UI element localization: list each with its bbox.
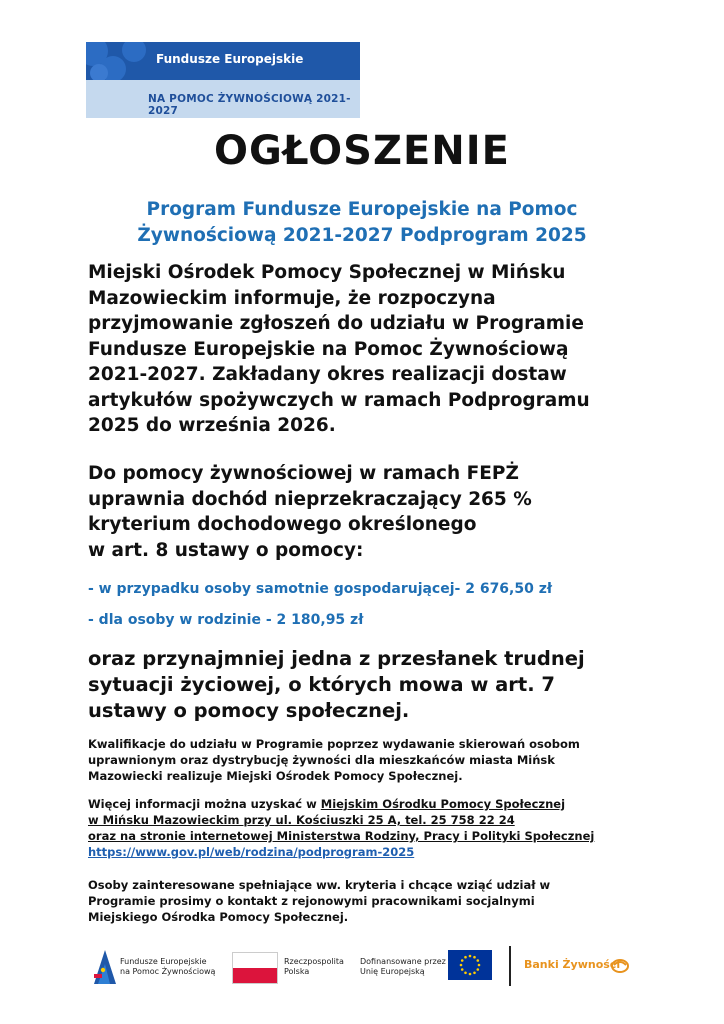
conditions-paragraph — [88, 646, 648, 724]
text-line: Programie prosimy o kontakt z rejonowymi pracownikami socjalnymi — [88, 894, 535, 908]
text-line: uprawnia dochód nieprzekraczający 265 % — [88, 488, 532, 510]
text-line: Miejskiego Ośrodka Pomocy Społecznej. — [88, 910, 349, 924]
program-title-line: Program Fundusze Europejskie na Pomoc — [146, 199, 578, 220]
rp-logo-text: Rzeczpospolita Polska — [284, 957, 344, 976]
text-line: 2021-2027. Zakładany okres realizacji dostaw — [88, 364, 567, 385]
text-line: Mazowieckim informuje, że rozpoczyna — [88, 287, 496, 309]
more-info-paragraph — [88, 796, 648, 860]
eu-logo-text: Dofinansowane przez Unię Europejską — [360, 957, 446, 976]
office-name: Miejskim Ośrodku Pomocy Społecznej — [320, 797, 566, 811]
banner-subtitle: NA POMOC ŻYWNOŚCIOWĄ 2021-2027 — [148, 93, 351, 117]
text-line: uprawnionym oraz dystrybucję żywności dla mieszkańców miasta Mińsk — [88, 753, 555, 767]
poland-flag-icon — [232, 952, 278, 984]
header-banner — [86, 42, 360, 118]
text-line: ustawy o pomocy społecznej. — [88, 699, 410, 722]
text-line: sytuacji życiowej, o których mowa w art. 7 — [88, 673, 555, 696]
eligibility-paragraph — [88, 461, 648, 563]
text-line: oraz przynajmniej jedna z przesłanek trudnej — [88, 647, 585, 670]
page-title: OGŁOSZENIE — [214, 128, 510, 174]
office-address: w Mińsku Mazowieckim przy ul. Kościuszki 25 A, tel. 25 758 22 24 — [88, 813, 515, 827]
announcement-paragraph — [88, 260, 648, 439]
banki-logo-icon — [610, 956, 630, 974]
footer-logos — [0, 938, 724, 998]
criterion-family: - dla osoby w rodzinie - 2 180,95 zł — [88, 612, 364, 628]
text-line: Fundusze Europejskie na Pomoc Żywnościową — [88, 338, 569, 360]
text-line: kryterium dochodowego określonego — [88, 514, 477, 535]
criterion-single: - w przypadku osoby samotnie gospodarującej- 2 676,50 zł — [88, 581, 553, 597]
fe-logo-text: Fundusze Europejskie na Pomoc Żywnościową — [120, 957, 216, 976]
text-line: Do pomocy żywnościowej w ramach FEPŻ — [88, 463, 519, 484]
ministry-text: oraz na stronie internetowej Ministerstwa Rodziny, Pracy i Polityki Społecznej — [88, 829, 595, 843]
footer-divider — [509, 946, 511, 986]
text-line: 2025 do września 2026. — [88, 415, 336, 436]
fe-logo-icon — [94, 950, 116, 984]
qualification-paragraph — [88, 736, 648, 784]
program-title-line: Żywnościową 2021-2027 Podprogram 2025 — [137, 225, 587, 246]
text-line: Miejski Ośrodek Pomocy Społecznej w Mińsku — [88, 262, 566, 283]
program-title — [90, 197, 634, 249]
text-line: przyjmowanie zgłoszeń do udziału w Programie — [88, 313, 584, 334]
text-line: Osoby zainteresowane spełniające ww. kryteria i chcące wziąć udział w — [88, 878, 551, 892]
banner-top — [86, 42, 360, 80]
text-line: Mazowiecki realizuje Miejski Ośrodek Pomocy Społecznej. — [88, 769, 463, 783]
eu-flag-icon — [448, 950, 492, 980]
text-line: w art. 8 ustawy o pomocy: — [88, 539, 364, 561]
more-info-prefix: Więcej informacji można uzyskać w — [88, 797, 321, 811]
contact-paragraph — [88, 877, 648, 925]
banki-logo-text: Banki Żywności — [524, 958, 621, 971]
banner-title: Fundusze Europejskie — [156, 52, 304, 66]
text-line: Kwalifikacje do udziału w Programie poprzez wydawanie skierowań osobom — [88, 737, 580, 751]
text-line: artykułów spożywczych w ramach Podprogramu — [88, 389, 590, 411]
program-link[interactable]: https://www.gov.pl/web/rodzina/podprogram-2025 — [88, 845, 415, 859]
